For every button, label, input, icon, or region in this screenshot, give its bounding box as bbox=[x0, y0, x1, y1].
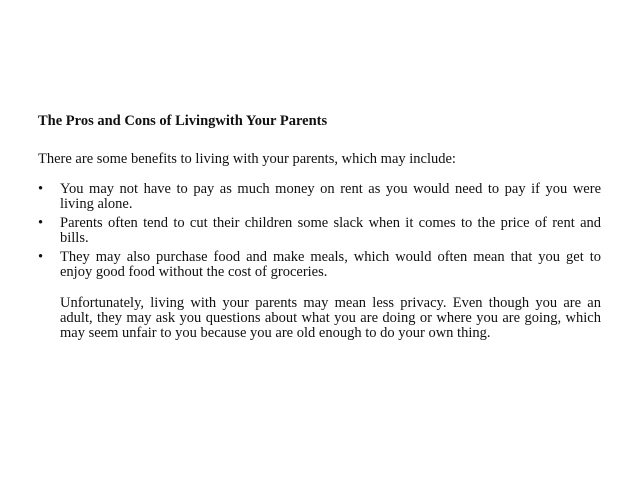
benefits-list bbox=[38, 182, 601, 280]
list-item bbox=[38, 250, 601, 280]
list-item-text: Parents often tend to cut their children some slack when it comes to the price of rent and bills. bbox=[60, 215, 601, 246]
list-item bbox=[38, 216, 601, 246]
closing-paragraph: Unfortunately, living with your parents may mean less privacy. Even though you are an adult, they may ask you questions about what you are doing or where you are going, which may seem unfair to you because you are old enough to do your own thing. bbox=[60, 295, 601, 341]
document-page bbox=[38, 112, 601, 341]
bullet-icon: • bbox=[38, 181, 44, 197]
list-item-text: You may not have to pay as much money on rent as you would need to pay if you were living alone. bbox=[60, 181, 601, 212]
bullet-icon: • bbox=[38, 215, 44, 231]
document-title: The Pros and Cons of Livingwith Your Parents bbox=[38, 113, 328, 129]
list-item bbox=[38, 182, 601, 212]
bullet-icon: • bbox=[38, 249, 44, 265]
list-item-text: They may also purchase food and make meals, which would often mean that you get to enjoy good food without the cost of groceries. bbox=[60, 249, 601, 280]
intro-paragraph: There are some benefits to living with your parents, which may include: bbox=[38, 151, 456, 167]
